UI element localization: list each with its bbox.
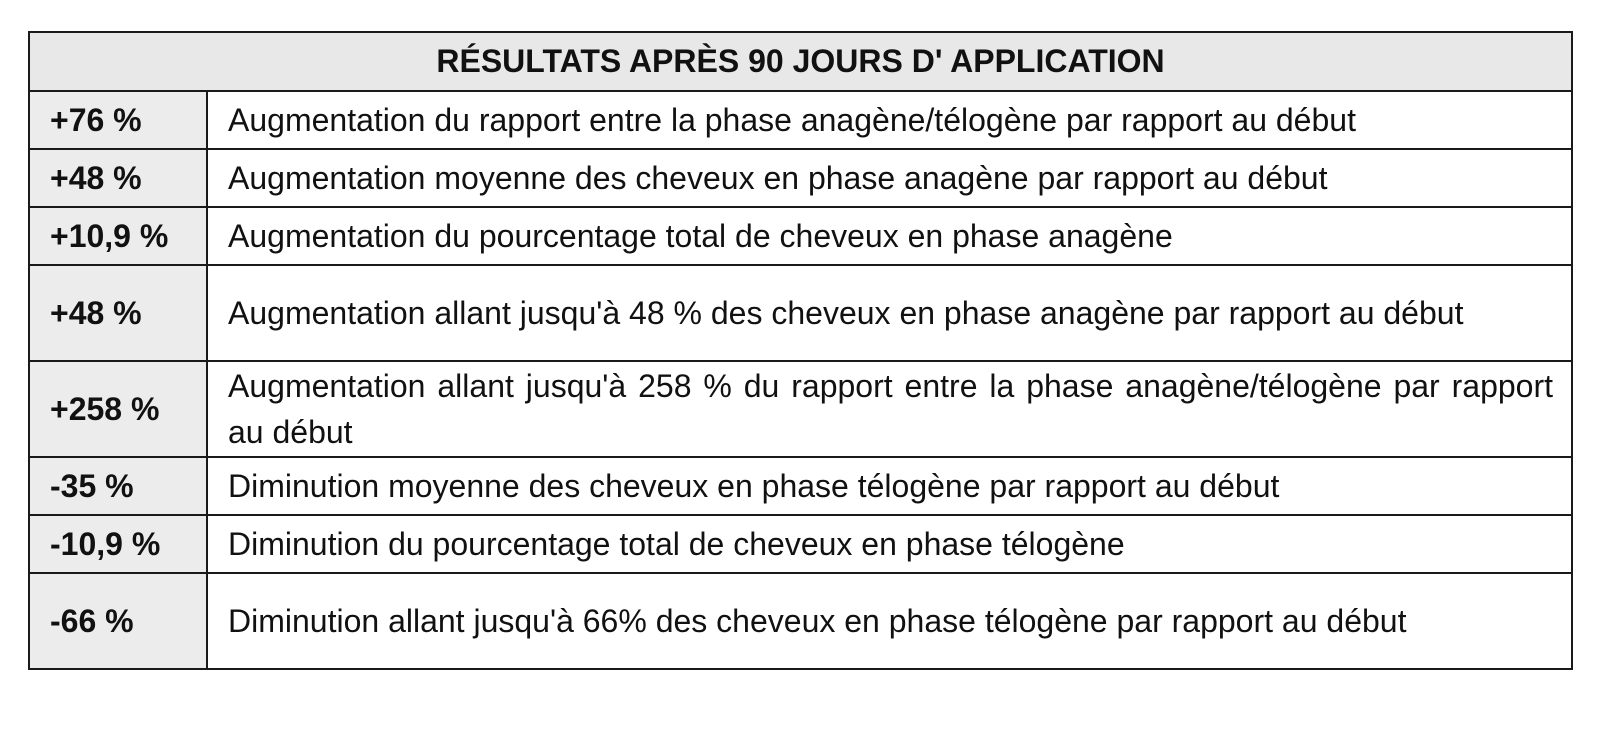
results-table	[28, 31, 1573, 670]
result-description: Augmentation du pourcentage total de cheveux en phase anagène	[207, 207, 1572, 265]
table-row	[29, 207, 1572, 265]
table-title: RÉSULTATS APRÈS 90 JOURS D' APPLICATION	[29, 32, 1572, 91]
result-value: +48 %	[29, 149, 207, 207]
result-description: Diminution moyenne des cheveux en phase télogène par rapport au début	[207, 457, 1572, 515]
table-row	[29, 361, 1572, 457]
result-value: +10,9 %	[29, 207, 207, 265]
result-value: +76 %	[29, 91, 207, 149]
table-row	[29, 265, 1572, 361]
result-description: Augmentation allant jusqu'à 48 % des cheveux en phase anagène par rapport au début	[207, 265, 1572, 361]
result-description: Augmentation moyenne des cheveux en phase anagène par rapport au début	[207, 149, 1572, 207]
table-row	[29, 573, 1572, 669]
table-header-row	[29, 32, 1572, 91]
table-row	[29, 91, 1572, 149]
table-row	[29, 149, 1572, 207]
result-value: +48 %	[29, 265, 207, 361]
table-row	[29, 515, 1572, 573]
result-description: Augmentation du rapport entre la phase anagène/télogène par rapport au début	[207, 91, 1572, 149]
table-row	[29, 457, 1572, 515]
result-description: Augmentation allant jusqu'à 258 % du rapport entre la phase anagène/télogène par rapport au début	[207, 361, 1572, 457]
result-value: -35 %	[29, 457, 207, 515]
result-value: -10,9 %	[29, 515, 207, 573]
result-value: -66 %	[29, 573, 207, 669]
result-value: +258 %	[29, 361, 207, 457]
result-description: Diminution du pourcentage total de cheveux en phase télogène	[207, 515, 1572, 573]
result-description: Diminution allant jusqu'à 66% des cheveux en phase télogène par rapport au début	[207, 573, 1572, 669]
